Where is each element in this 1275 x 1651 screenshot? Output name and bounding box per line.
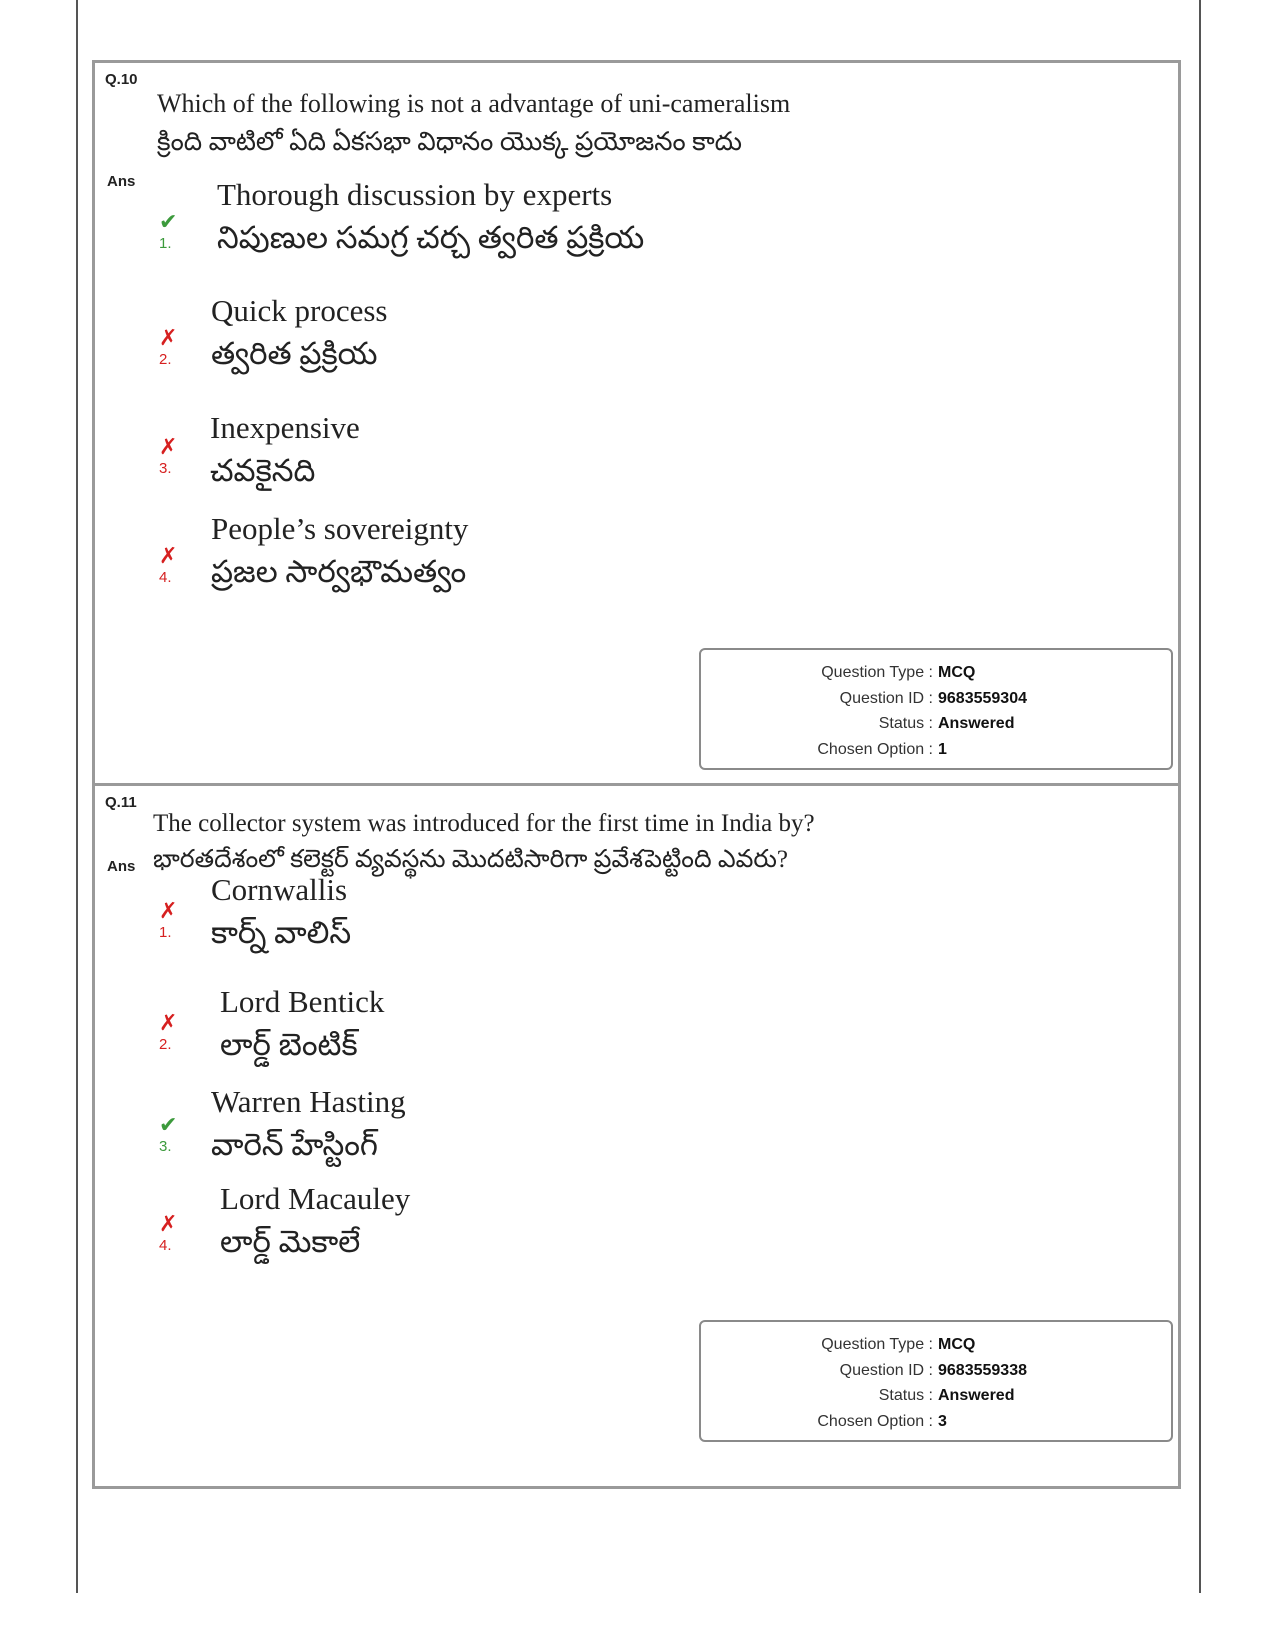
meta-row-type bbox=[701, 1332, 1171, 1358]
option-number: 1. bbox=[159, 235, 172, 252]
cross-icon: ✗ bbox=[159, 1211, 178, 1236]
question-number: Q.11 bbox=[105, 794, 137, 811]
question-text-telugu: భారతదేశంలో కలెక్టర్ వ్యవస్థను మొదటిసారిగా ప్రవేశపెట్టింది ఎవరు? bbox=[153, 846, 788, 873]
question-card bbox=[92, 783, 1181, 1489]
question-meta-table bbox=[701, 660, 1171, 762]
meta-row-status bbox=[701, 711, 1171, 737]
meta-value: MCQ bbox=[938, 664, 976, 681]
meta-key: Question ID : bbox=[839, 1361, 933, 1379]
meta-row-id bbox=[701, 1358, 1171, 1384]
meta-row-status bbox=[701, 1383, 1171, 1409]
question-text bbox=[153, 784, 815, 878]
option-text bbox=[211, 507, 468, 593]
option-text-telugu: త్వరిత ప్రక్రియ bbox=[211, 336, 378, 371]
option-number: 3. bbox=[159, 1138, 172, 1155]
question-meta-table bbox=[701, 1332, 1171, 1434]
option-text-english: Quick process bbox=[211, 293, 388, 328]
meta-row-chosen bbox=[701, 737, 1171, 763]
meta-key: Chosen Option : bbox=[817, 1412, 933, 1430]
meta-value: 3 bbox=[938, 1412, 947, 1430]
option-marker bbox=[159, 543, 177, 586]
answer-label: Ans bbox=[107, 858, 136, 875]
option-text-english: Lord Bentick bbox=[220, 984, 385, 1019]
option-marker bbox=[159, 434, 177, 477]
meta-value: Answered bbox=[938, 715, 1015, 732]
option-text bbox=[217, 173, 644, 259]
option-text-telugu: చవకైనది bbox=[210, 453, 316, 488]
option-number: 4. bbox=[159, 1237, 172, 1254]
option-text-telugu: ప్రజల సార్వభౌమత్వం bbox=[211, 554, 467, 589]
meta-key: Question Type : bbox=[821, 664, 933, 681]
option-number: 2. bbox=[159, 1036, 172, 1053]
meta-value: MCQ bbox=[938, 1336, 976, 1353]
option-text-english: Lord Macauley bbox=[220, 1181, 411, 1216]
option-text-english: Warren Hasting bbox=[211, 1084, 406, 1119]
option-number: 1. bbox=[159, 924, 172, 941]
question-card bbox=[92, 60, 1181, 786]
option-text bbox=[220, 1177, 410, 1263]
option-text-english: Thorough discussion by experts bbox=[217, 177, 613, 212]
page-right-rule bbox=[1199, 0, 1201, 1593]
meta-key: Chosen Option : bbox=[817, 740, 933, 758]
meta-key: Status : bbox=[878, 715, 933, 732]
option-number: 4. bbox=[159, 569, 172, 586]
option-number: 2. bbox=[159, 351, 172, 368]
question-meta-box bbox=[699, 1320, 1173, 1442]
option-text bbox=[211, 289, 387, 375]
option-text bbox=[220, 980, 384, 1066]
page-left-rule bbox=[76, 0, 78, 1593]
option-text bbox=[211, 1080, 406, 1166]
question-meta-box bbox=[699, 648, 1173, 770]
meta-value: 1 bbox=[938, 740, 947, 758]
cross-icon: ✗ bbox=[159, 898, 178, 923]
meta-value: 9683559304 bbox=[938, 689, 1027, 707]
meta-row-id bbox=[701, 686, 1171, 712]
answer-label: Ans bbox=[107, 173, 136, 190]
meta-row-chosen bbox=[701, 1409, 1171, 1435]
option-text-telugu: వారెన్ హేస్టింగ్ bbox=[211, 1127, 378, 1162]
option-text-english: Cornwallis bbox=[211, 872, 348, 907]
option-text bbox=[210, 406, 360, 492]
meta-value: Answered bbox=[938, 1387, 1015, 1404]
meta-row-type bbox=[701, 660, 1171, 686]
option-marker bbox=[159, 325, 177, 368]
question-text-telugu: క్రింది వాటిలో ఏది ఏకసభా విధానం యొక్క ప్రయోజనం కాదు bbox=[157, 127, 743, 156]
cross-icon: ✗ bbox=[159, 1010, 178, 1035]
check-icon: ✔ bbox=[159, 1112, 178, 1137]
question-number: Q.10 bbox=[105, 71, 138, 88]
option-text-english: Inexpensive bbox=[210, 410, 360, 445]
cross-icon: ✗ bbox=[159, 325, 178, 350]
option-text-telugu: లార్డ్ బెంటిక్ bbox=[220, 1027, 358, 1062]
cross-icon: ✗ bbox=[159, 543, 178, 568]
option-text-telugu: కార్న్ వాలిస్ bbox=[211, 915, 352, 950]
option-marker bbox=[159, 209, 177, 252]
option-marker bbox=[159, 1211, 177, 1254]
meta-key: Status : bbox=[878, 1387, 933, 1404]
meta-value: 9683559338 bbox=[938, 1361, 1027, 1379]
option-marker bbox=[159, 898, 177, 941]
option-number: 3. bbox=[159, 460, 172, 477]
option-text-telugu: నిపుణుల సమగ్ర చర్చ త్వరిత ప్రక్రియ bbox=[217, 220, 645, 255]
option-text-telugu: లార్డ్ మెకాలే bbox=[220, 1224, 361, 1259]
check-icon: ✔ bbox=[159, 209, 178, 234]
option-marker bbox=[159, 1112, 177, 1155]
meta-key: Question Type : bbox=[821, 1336, 933, 1353]
question-text-english: The collector system was introduced for the first time in India by? bbox=[153, 810, 815, 837]
option-text-english: People’s sovereignty bbox=[211, 511, 469, 546]
question-text bbox=[157, 85, 790, 161]
meta-key: Question ID : bbox=[839, 689, 933, 707]
option-text bbox=[211, 868, 351, 954]
option-marker bbox=[159, 1010, 177, 1053]
cross-icon: ✗ bbox=[159, 434, 178, 459]
question-text-english: Which of the following is not a advantage of uni-cameralism bbox=[157, 89, 791, 118]
